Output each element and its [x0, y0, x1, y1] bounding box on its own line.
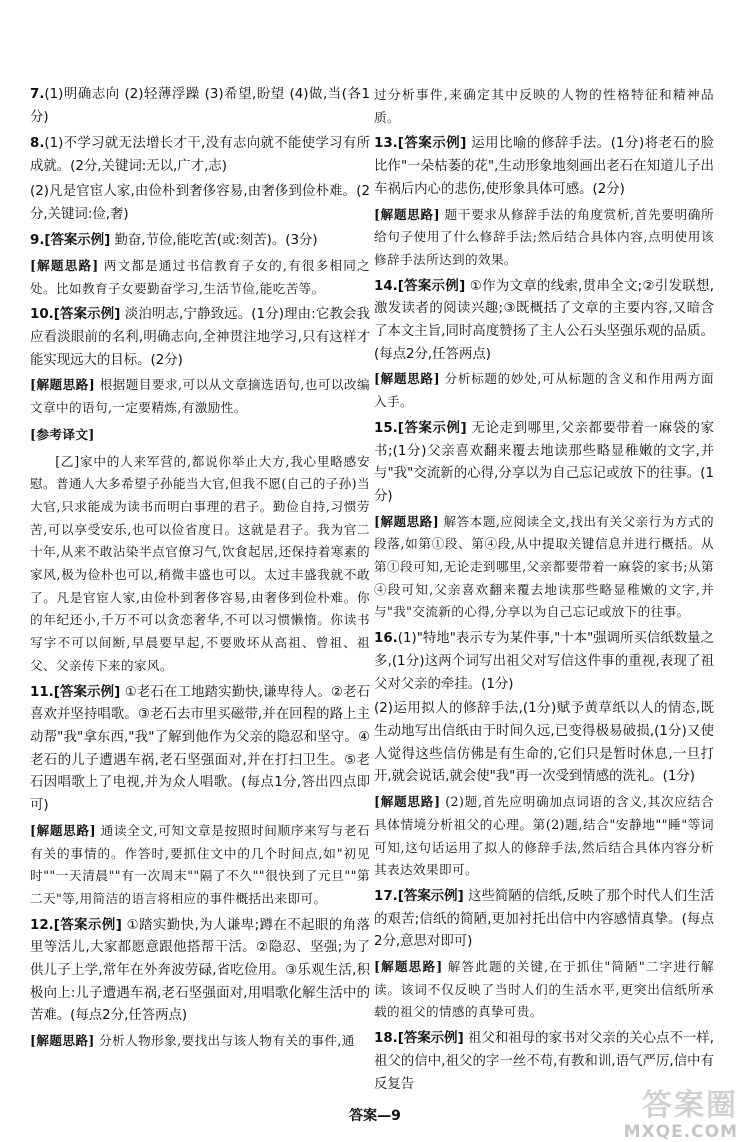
analysis-q16	[374, 791, 714, 882]
analysis-q12	[30, 1030, 370, 1053]
left-column	[30, 84, 370, 1057]
question-number: 13.	[374, 136, 398, 152]
analysis-tag: [解题思路]	[374, 371, 440, 387]
analysis-text: 题干要求从修辞手法的角度赏析,首先要明确所给句子使用了什么修辞手法;然后结合具体内容,点明使用该修辞手法所达到的效果。	[374, 206, 715, 267]
analysis-q9	[30, 255, 370, 300]
question-number: 11.	[30, 684, 54, 700]
answer-q17	[374, 886, 714, 954]
answer-example-tag: [答案示例]	[397, 1031, 464, 1047]
answer-q10	[30, 304, 370, 372]
right-column	[374, 84, 714, 1098]
question-number: 16.	[374, 631, 398, 647]
analysis-q11	[30, 820, 370, 911]
analysis-tag: [解题思路]	[30, 377, 96, 393]
analysis-text: 解答此题的关键,在于抓住"简陋"二字进行解读。该词不仅反映了当时人们的生活水平,更突出信纸所承载的祖父的情感的真挚可贵。	[374, 959, 714, 1020]
analysis-text: 两文都是通过书信教育子女的,有很多相同之处。比如教育子女要勤奋学习,生活节俭,能吃苦等。	[30, 257, 370, 296]
answer-q12	[30, 915, 370, 1029]
answer-text: ①老石在工地踏实勤快,谦卑待人。②老石喜欢并坚持唱歌。③老石去市里买磁带,并在回程的路上主动帮"我"拿东西,"我"了解到他作为父亲的隐忍和坚守。④老石的儿子遭遇车祸,老石坚强面对,并在打扫卫生。⑤老石因唱歌上了电视,并为众人唱歌。(每点1分,答出四点即可)	[30, 684, 371, 814]
page-number: 答案—9	[349, 1108, 401, 1124]
answer-text: 运用比喻的修辞手法。(1分)将老石的脸比作"一朵枯萎的花",生动形象地刻画出老石在知道儿子出车祸后内心的悲伤,使形象具体可感。(2分)	[374, 136, 714, 197]
analysis-text: 根据题目要求,可以从文章摘选语句,也可以改编文章中的语句,一定要精炼,有激励性。	[30, 377, 371, 416]
answer-q8-part1	[30, 133, 370, 178]
question-number: 18.	[374, 1031, 398, 1047]
answer-q13	[374, 133, 714, 201]
answer-q18	[374, 1028, 714, 1096]
answer-example-tag: [答案示例]	[397, 136, 467, 152]
answer-text: 勤奋,节俭,能吃苦(或:刻苦)。(3分)	[114, 233, 318, 249]
answer-q16-part1	[374, 628, 714, 696]
site-watermark	[603, 1090, 738, 1142]
analysis-q12-continued: 过分析事件,来确定其中反映的人物的性格特征和精神品质。	[374, 87, 714, 125]
question-number: 15.	[374, 420, 398, 436]
answer-text: 祖父和祖母的家书对父亲的关心点不一样,祖父的信中,祖父的字一丝不苟,有教和训,语气严厉,信中有反复告	[374, 1031, 714, 1092]
answer-example-tag: [答案示例]	[53, 684, 121, 700]
answer-q9	[30, 230, 370, 253]
answer-text: (1)"特地"表示专为某件事,"十本"强调所买信纸数量之多,(1分)这两个词写出祖父对写信这件事的重视,表现了祖父对父亲的牵挂。(1分)	[374, 631, 714, 692]
analysis-tag: [解题思路]	[374, 959, 443, 975]
answer-example-tag: [答案示例]	[53, 307, 121, 323]
answer-example-tag: [答案示例]	[44, 233, 111, 249]
question-number: 12.	[30, 917, 54, 933]
answer-example-tag: [答案示例]	[397, 420, 467, 436]
answer-text: 淡泊明志,宁静致远。(1分)理由:它教会我应看淡眼前的名利,明确志向,全神贯注地学习,只有这样才能实现远大的目标。(2分)	[30, 307, 370, 368]
analysis-tag: [解题思路]	[374, 206, 440, 222]
question-number: 14.	[374, 278, 398, 294]
answer-text: ①作为文章的线索,贯串全文;②引发联想,激发读者的阅读兴趣;③既概括了文章的主要内容,又暗含了本文主旨,同时高度赞扬了主人公石头坚强乐观的品质。(每点2分,任答两点)	[374, 278, 714, 362]
answer-example-tag: [答案示例]	[397, 278, 466, 294]
analysis-text: 分析人物形象,要找出与该人物有关的事件,通	[99, 1033, 355, 1049]
analysis-q14	[374, 368, 714, 413]
answer-text: (1)不学习就无法增长才干,没有志向就不能使学习有所成就。(2分,关键词:无以,广才,志)	[30, 136, 370, 175]
answer-q16-part2: (2)运用拟人的修辞手法,(1分)赋予黄草纸以人的情态,既生动地写出信纸由于时间久远,已变得极易破损,(1分)又使人觉得这些信仿佛是有生命的,它们只是暂时休息,一旦打开,就会说话,就会使"我"再一次受到情感的洗礼。(1分)	[374, 701, 714, 785]
analysis-q15	[374, 511, 714, 625]
question-number: 10.	[30, 307, 54, 323]
analysis-q10	[30, 374, 370, 419]
analysis-text: (2)题,首先应明确加点词语的含义,其次应结合具体情境分析祖父的心理。第(2)题,结合"安静地""睡"等词可知,这句话运用了拟人的修辞手法,然后结合具体内容分析其表达效果即可。	[374, 794, 714, 878]
answer-text: 这些简陋的信纸,反映了那个时代人们生活的艰苦;信纸的简陋,更加衬托出信中内容感情真挚。(每点2分,意思对即可)	[374, 888, 714, 950]
analysis-q13	[374, 204, 714, 272]
analysis-text: 解答本题,应阅读全文,找出有关父亲行为方式的段落,如第①段、第④段,从中提取关键信息并进行概括。从第①段可知,无论走到哪里,父亲都要带着一麻袋的家书;从第④段可知,父亲喜欢翻来覆去地读那些略显稚嫩的文字,并与"我"交流新的心得,分享以为自己忘记或放下的往事。	[374, 513, 715, 620]
question-number: 7.	[30, 87, 45, 102]
analysis-q17	[374, 956, 714, 1024]
answer-q15	[374, 418, 714, 509]
question-number: 9.	[30, 233, 45, 249]
answer-q14	[374, 276, 714, 367]
analysis-tag: [解题思路]	[374, 513, 440, 529]
analysis-tag: [解题思路]	[30, 257, 99, 273]
analysis-tag: [解题思路]	[30, 822, 96, 838]
translation-text: [乙]家中的人来军营的,都说你举止大方,我心里略感安慰。普通人大多希望子孙能当大官,但我不愿(自己的子孙)当大官,只求能成为读书而明白事理的君子。勤俭自持,习惯劳苦,可以享受安乐,也可以俭省度日。这就是君子。我为官二十年,从来不敢沾染半点官僚习气,饮食起居,还保持着寒素的家风,极为俭朴也可以,稍微丰盛也可以。太过丰盛我就不敢了。凡是官宦人家,由俭朴到奢侈容易,由奢侈到俭朴难。你的年纪还小,千万不可以贪恋奢华,不可以习惯懒惰。你读书写字不可以间断,早晨要早起,不要败坏从高祖、曾祖、祖父、父亲传下来的家风。	[30, 453, 370, 673]
watermark-url: MXQE.COM	[623, 1122, 738, 1142]
watermark-logo: 答案圈	[642, 1088, 738, 1123]
answer-text: ①踏实勤快,为人谦卑;蹲在不起眼的角落里等活儿,大家都愿意跟他搭帮干活。②隐忍、坚强;为了供儿子上学,常年在外奔波劳碌,省吃俭用。③乐观生活,积极向上:儿子遭遇车祸,老石坚强面对,用唱歌化解生活中的苦难。(每点2分,任答两点)	[30, 917, 370, 1024]
answer-q7	[30, 84, 370, 129]
translation-label: [参考译文]	[30, 426, 95, 442]
translation-tag	[30, 424, 370, 447]
answer-q11	[30, 682, 370, 818]
question-number: 8.	[30, 136, 45, 152]
analysis-tag: [解题思路]	[30, 1033, 95, 1049]
answer-q8-part2: (2)凡是官宦人家,由俭朴到奢侈容易,由奢侈到俭朴难。(2分,关键词:俭,奢)	[30, 183, 370, 222]
analysis-text: 分析标题的妙处,可从标题的含义和作用两方面入手。	[374, 371, 715, 410]
analysis-tag: [解题思路]	[374, 794, 441, 810]
answer-example-tag: [答案示例]	[397, 888, 464, 904]
analysis-text: 通读全文,可知文章是按照时间顺序来写与老石有关的事情的。作答时,要抓住文中的几个时间点,如"初见时""一天清晨""有一次周末""隔了不久""很快到了元旦""第二天"等,用简洁的语言将相应的事件概括出来即可。	[30, 822, 371, 906]
answer-example-tag: [答案示例]	[53, 917, 122, 933]
question-number: 17.	[374, 888, 398, 904]
answer-text: 无论走到哪里,父亲都要带着一麻袋的家书;(1分)父亲喜欢翻来覆去地读那些略显稚嫩的文字,并与"我"交流新的心得,分享以为自己忘记或放下的往事。(1分)	[374, 420, 714, 504]
answer-text: (1)明确志向 (2)轻薄浮躁 (3)希望,盼望 (4)做,当(各1分)	[30, 87, 370, 125]
